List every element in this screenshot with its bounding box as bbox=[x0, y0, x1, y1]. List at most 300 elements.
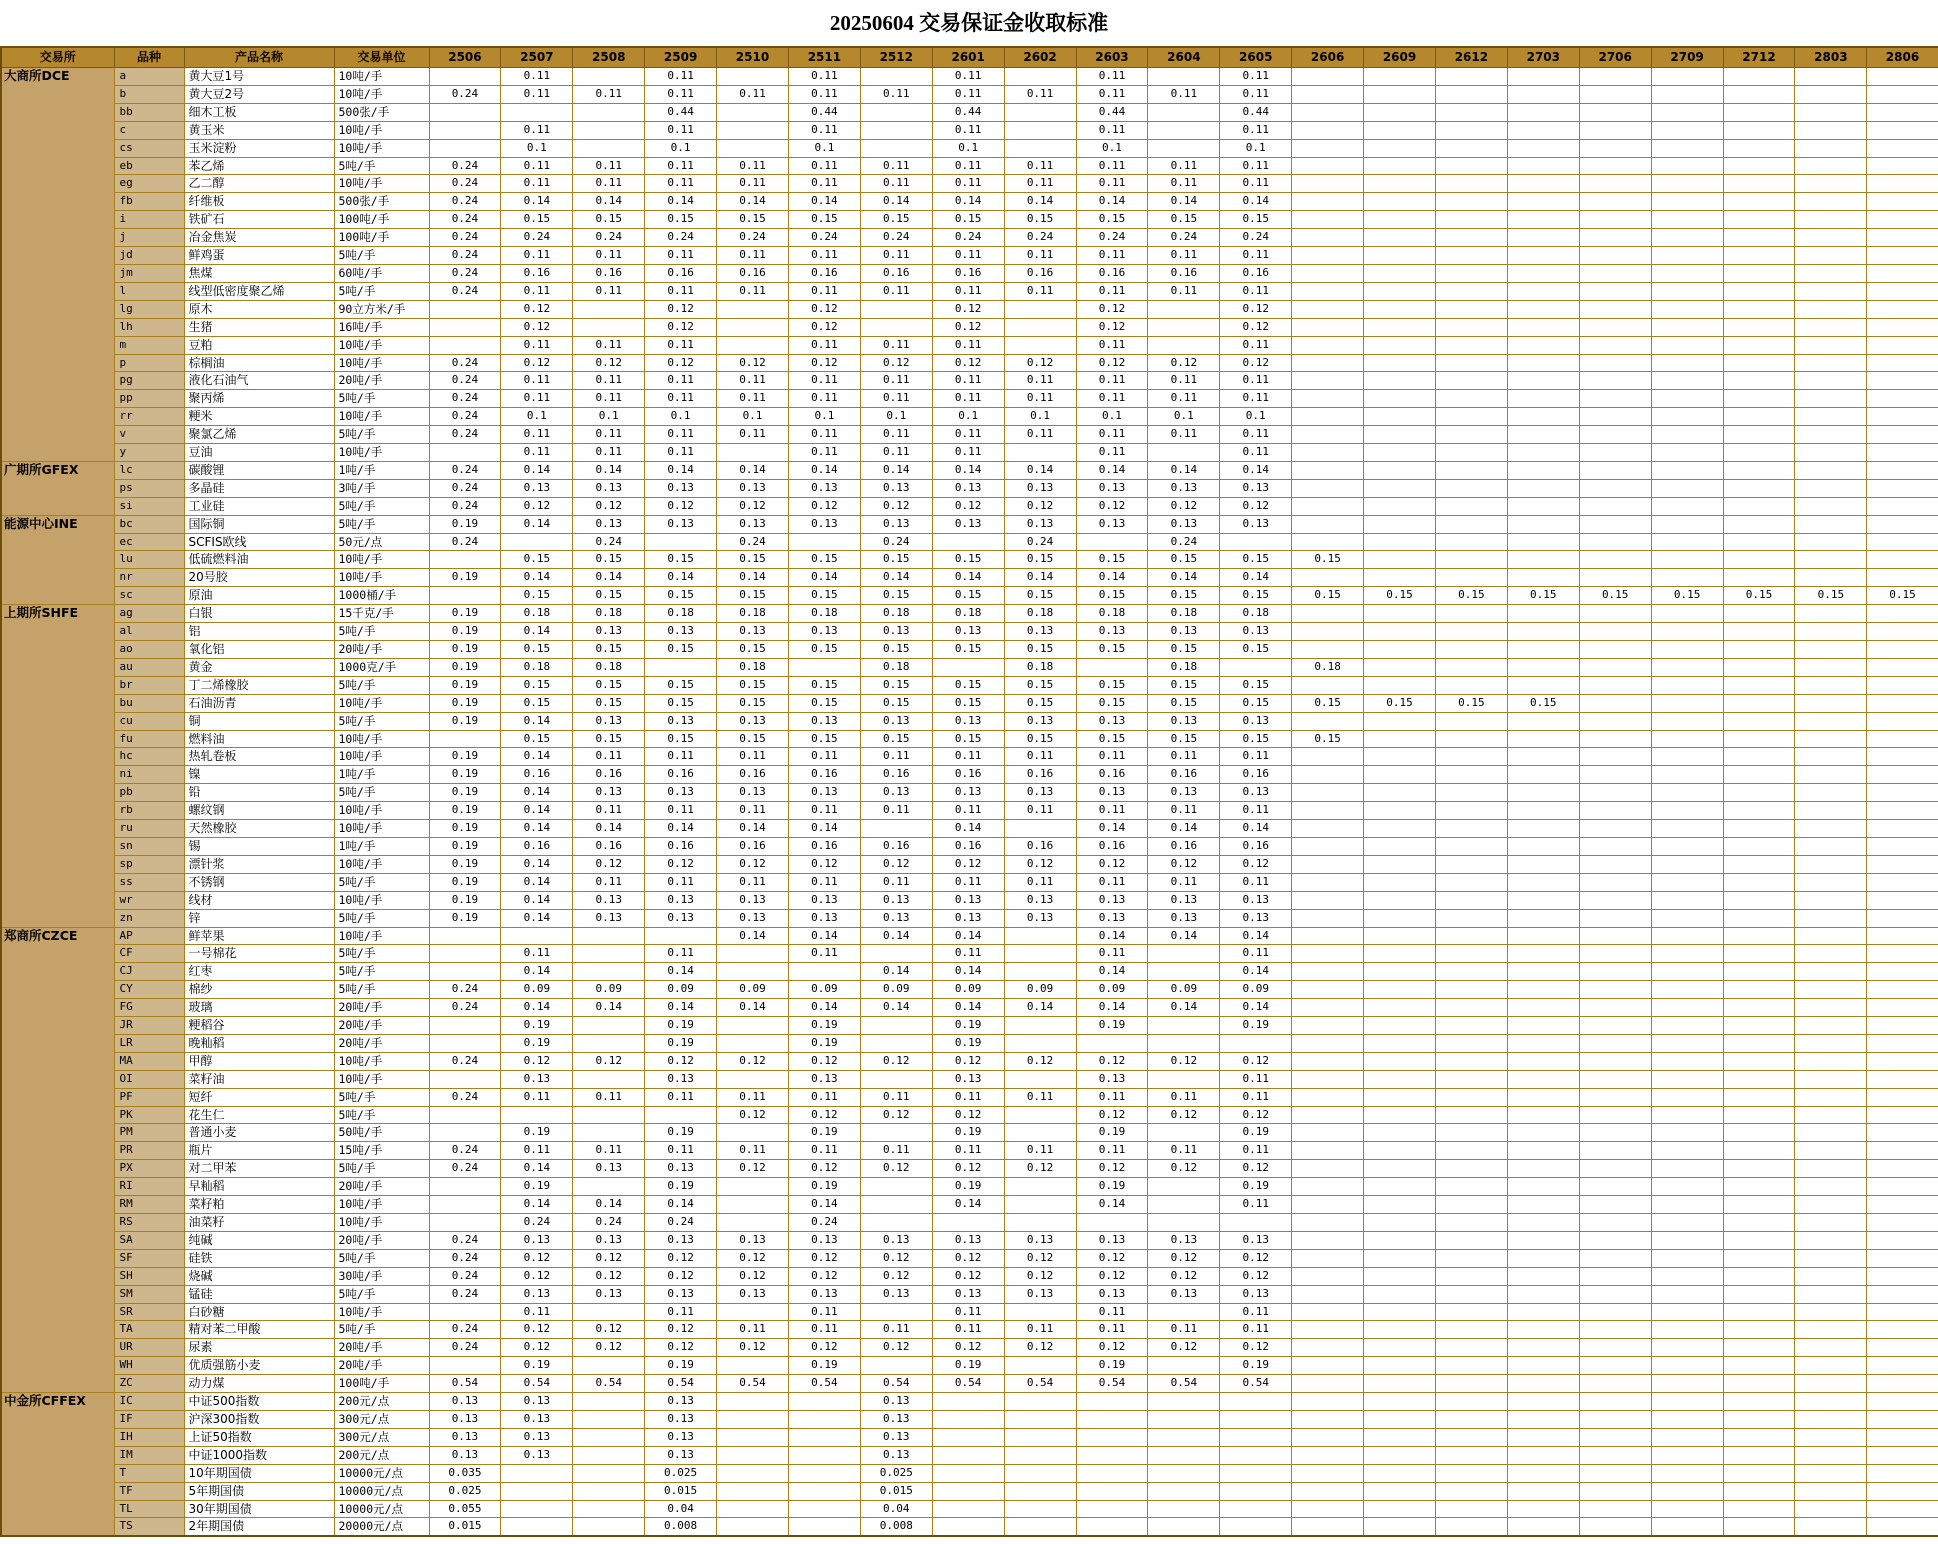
value-cell: 0.15 bbox=[1148, 641, 1220, 659]
value-cell bbox=[1435, 676, 1507, 694]
value-cell: 0.15 bbox=[1723, 587, 1795, 605]
table-row bbox=[1, 264, 1938, 282]
value-cell: 0.13 bbox=[717, 623, 789, 641]
value-cell: 0.24 bbox=[429, 1267, 501, 1285]
value-cell bbox=[1723, 1196, 1795, 1214]
value-cell bbox=[1867, 1017, 1938, 1035]
value-cell: 0.12 bbox=[1004, 1339, 1076, 1357]
value-cell: 0.13 bbox=[788, 784, 860, 802]
value-cell: 0.13 bbox=[1004, 909, 1076, 927]
value-cell: 0.13 bbox=[932, 1285, 1004, 1303]
value-cell bbox=[788, 658, 860, 676]
value-cell: 0.19 bbox=[501, 1017, 573, 1035]
value-cell: 0.11 bbox=[573, 85, 645, 103]
value-cell bbox=[1148, 963, 1220, 981]
code-cell: MA bbox=[114, 1052, 184, 1070]
value-cell bbox=[1292, 855, 1364, 873]
value-cell: 0.16 bbox=[1220, 766, 1292, 784]
value-cell bbox=[429, 1106, 501, 1124]
value-cell: 0.13 bbox=[501, 1410, 573, 1428]
value-cell bbox=[1076, 1518, 1148, 1536]
value-cell: 0.11 bbox=[573, 247, 645, 265]
unit-cell: 10吨/手 bbox=[334, 820, 429, 838]
value-cell: 0.11 bbox=[932, 336, 1004, 354]
value-cell bbox=[1364, 1410, 1436, 1428]
value-cell bbox=[1292, 1500, 1364, 1518]
value-cell bbox=[1651, 945, 1723, 963]
table-row bbox=[1, 909, 1938, 927]
unit-cell: 5吨/手 bbox=[334, 157, 429, 175]
unit-cell: 15吨/手 bbox=[334, 1142, 429, 1160]
value-cell bbox=[1579, 605, 1651, 623]
value-cell: 0.14 bbox=[932, 820, 1004, 838]
value-cell: 0.24 bbox=[429, 1339, 501, 1357]
value-cell bbox=[1364, 103, 1436, 121]
value-cell bbox=[1435, 354, 1507, 372]
value-cell bbox=[932, 1518, 1004, 1536]
value-cell bbox=[1723, 211, 1795, 229]
unit-cell: 10吨/手 bbox=[334, 1214, 429, 1232]
value-cell bbox=[1795, 408, 1867, 426]
table-row bbox=[1, 802, 1938, 820]
value-cell: 0.15 bbox=[501, 676, 573, 694]
value-cell: 0.14 bbox=[1004, 461, 1076, 479]
value-cell bbox=[1292, 1446, 1364, 1464]
value-cell bbox=[1867, 1214, 1938, 1232]
value-cell: 0.15 bbox=[1435, 694, 1507, 712]
value-cell: 0.18 bbox=[860, 658, 932, 676]
value-cell bbox=[1364, 676, 1436, 694]
value-cell bbox=[860, 1070, 932, 1088]
code-cell: IF bbox=[114, 1410, 184, 1428]
value-cell bbox=[1507, 408, 1579, 426]
value-cell bbox=[1364, 784, 1436, 802]
value-cell bbox=[1867, 1321, 1938, 1339]
value-cell bbox=[1723, 1339, 1795, 1357]
value-cell: 0.16 bbox=[573, 264, 645, 282]
value-cell: 0.11 bbox=[788, 175, 860, 193]
unit-cell: 1吨/手 bbox=[334, 461, 429, 479]
value-cell: 0.13 bbox=[717, 479, 789, 497]
value-cell bbox=[1867, 1070, 1938, 1088]
value-cell: 0.19 bbox=[429, 569, 501, 587]
value-cell: 0.11 bbox=[1004, 372, 1076, 390]
value-cell bbox=[1292, 909, 1364, 927]
unit-cell: 5吨/手 bbox=[334, 390, 429, 408]
value-cell: 0.09 bbox=[645, 981, 717, 999]
unit-cell: 5吨/手 bbox=[334, 909, 429, 927]
value-cell bbox=[1795, 1285, 1867, 1303]
value-cell bbox=[1435, 336, 1507, 354]
value-cell bbox=[1867, 1285, 1938, 1303]
value-cell bbox=[1723, 479, 1795, 497]
product-cell: 原木 bbox=[184, 300, 334, 318]
value-cell: 0.09 bbox=[1220, 981, 1292, 999]
value-cell bbox=[1651, 909, 1723, 927]
value-cell: 0.19 bbox=[645, 1017, 717, 1035]
value-cell bbox=[1867, 1375, 1938, 1393]
value-cell: 0.12 bbox=[1076, 1249, 1148, 1267]
value-cell bbox=[1292, 1106, 1364, 1124]
value-cell bbox=[1579, 1088, 1651, 1106]
month-header: 2706 bbox=[1579, 47, 1651, 68]
value-cell bbox=[1364, 1142, 1436, 1160]
value-cell bbox=[1651, 658, 1723, 676]
code-cell: JR bbox=[114, 1017, 184, 1035]
value-cell bbox=[1435, 193, 1507, 211]
value-cell bbox=[1867, 623, 1938, 641]
value-cell bbox=[1723, 1214, 1795, 1232]
value-cell bbox=[1507, 1052, 1579, 1070]
value-cell bbox=[717, 1017, 789, 1035]
product-cell: 粳稻谷 bbox=[184, 1017, 334, 1035]
value-cell bbox=[932, 1410, 1004, 1428]
value-cell bbox=[717, 300, 789, 318]
value-cell bbox=[1148, 1482, 1220, 1500]
value-cell: 0.008 bbox=[860, 1518, 932, 1536]
product-cell: 锡 bbox=[184, 837, 334, 855]
value-cell: 0.11 bbox=[645, 748, 717, 766]
value-cell bbox=[1795, 1160, 1867, 1178]
value-cell: 0.11 bbox=[645, 390, 717, 408]
value-cell bbox=[1507, 1142, 1579, 1160]
value-cell bbox=[1651, 855, 1723, 873]
unit-cell: 10吨/手 bbox=[334, 175, 429, 193]
value-cell bbox=[1723, 605, 1795, 623]
value-cell: 0.15 bbox=[501, 694, 573, 712]
value-cell: 0.13 bbox=[573, 623, 645, 641]
value-cell: 0.13 bbox=[860, 1428, 932, 1446]
value-cell: 0.15 bbox=[1220, 694, 1292, 712]
value-cell: 0.11 bbox=[860, 1088, 932, 1106]
value-cell bbox=[1292, 1052, 1364, 1070]
value-cell bbox=[1795, 479, 1867, 497]
value-cell bbox=[1651, 1070, 1723, 1088]
value-cell bbox=[1004, 1410, 1076, 1428]
code-cell: AP bbox=[114, 927, 184, 945]
value-cell bbox=[1579, 927, 1651, 945]
value-cell bbox=[1507, 336, 1579, 354]
product-cell: 中证500指数 bbox=[184, 1393, 334, 1411]
unit-cell: 10吨/手 bbox=[334, 927, 429, 945]
unit-cell: 10吨/手 bbox=[334, 569, 429, 587]
table-row bbox=[1, 1518, 1938, 1536]
value-cell bbox=[1867, 1160, 1938, 1178]
value-cell bbox=[1579, 569, 1651, 587]
value-cell: 0.1 bbox=[501, 408, 573, 426]
value-cell bbox=[1507, 426, 1579, 444]
value-cell bbox=[1004, 963, 1076, 981]
value-cell: 0.12 bbox=[1148, 1160, 1220, 1178]
value-cell: 0.24 bbox=[717, 533, 789, 551]
code-cell: sn bbox=[114, 837, 184, 855]
value-cell bbox=[1292, 354, 1364, 372]
exchange-cell: 能源中心INE bbox=[1, 515, 114, 605]
value-cell bbox=[1364, 1231, 1436, 1249]
value-cell: 0.11 bbox=[932, 175, 1004, 193]
value-cell: 0.14 bbox=[501, 569, 573, 587]
value-cell bbox=[1435, 372, 1507, 390]
value-cell: 0.13 bbox=[429, 1428, 501, 1446]
value-cell: 0.1 bbox=[788, 139, 860, 157]
value-cell: 0.24 bbox=[429, 981, 501, 999]
code-cell: SM bbox=[114, 1285, 184, 1303]
product-cell: 液化石油气 bbox=[184, 372, 334, 390]
value-cell: 0.15 bbox=[932, 730, 1004, 748]
value-cell: 0.13 bbox=[1076, 515, 1148, 533]
value-cell bbox=[1292, 247, 1364, 265]
product-cell: 花生仁 bbox=[184, 1106, 334, 1124]
value-cell: 0.11 bbox=[1004, 1142, 1076, 1160]
value-cell bbox=[1507, 927, 1579, 945]
product-cell: 2年期国债 bbox=[184, 1518, 334, 1536]
value-cell: 0.19 bbox=[429, 909, 501, 927]
value-cell bbox=[1364, 157, 1436, 175]
value-cell: 0.12 bbox=[1220, 354, 1292, 372]
value-cell bbox=[1507, 175, 1579, 193]
value-cell bbox=[860, 945, 932, 963]
value-cell bbox=[645, 533, 717, 551]
value-cell: 0.16 bbox=[932, 766, 1004, 784]
value-cell: 0.14 bbox=[501, 515, 573, 533]
value-cell: 0.11 bbox=[932, 1088, 1004, 1106]
value-cell bbox=[1795, 730, 1867, 748]
value-cell: 0.13 bbox=[788, 515, 860, 533]
value-cell: 0.11 bbox=[501, 121, 573, 139]
value-cell bbox=[573, 1410, 645, 1428]
value-cell: 0.16 bbox=[788, 766, 860, 784]
value-cell: 0.11 bbox=[1148, 85, 1220, 103]
value-cell bbox=[788, 1446, 860, 1464]
value-cell bbox=[1579, 390, 1651, 408]
table-row bbox=[1, 444, 1938, 462]
value-cell bbox=[1795, 85, 1867, 103]
value-cell bbox=[1651, 497, 1723, 515]
value-cell bbox=[1651, 1231, 1723, 1249]
value-cell: 0.14 bbox=[717, 461, 789, 479]
value-cell bbox=[1795, 569, 1867, 587]
value-cell bbox=[1651, 533, 1723, 551]
product-cell: 苯乙烯 bbox=[184, 157, 334, 175]
value-cell bbox=[429, 945, 501, 963]
value-cell bbox=[1435, 497, 1507, 515]
value-cell: 0.15 bbox=[932, 551, 1004, 569]
value-cell: 0.24 bbox=[429, 372, 501, 390]
value-cell bbox=[1507, 354, 1579, 372]
value-cell bbox=[1723, 909, 1795, 927]
value-cell bbox=[1867, 1106, 1938, 1124]
value-cell bbox=[1723, 1375, 1795, 1393]
value-cell: 0.14 bbox=[860, 963, 932, 981]
value-cell: 0.16 bbox=[1148, 837, 1220, 855]
value-cell: 0.1 bbox=[645, 139, 717, 157]
table-row bbox=[1, 1393, 1938, 1411]
value-cell: 0.16 bbox=[501, 837, 573, 855]
value-cell: 0.1 bbox=[788, 408, 860, 426]
table-row bbox=[1, 354, 1938, 372]
value-cell: 0.24 bbox=[429, 497, 501, 515]
value-cell bbox=[717, 1410, 789, 1428]
value-cell: 0.09 bbox=[1076, 981, 1148, 999]
value-cell: 0.11 bbox=[717, 85, 789, 103]
value-cell: 0.13 bbox=[1148, 891, 1220, 909]
product-cell: 棉纱 bbox=[184, 981, 334, 999]
value-cell bbox=[1435, 641, 1507, 659]
value-cell bbox=[1292, 1518, 1364, 1536]
value-cell: 0.14 bbox=[645, 461, 717, 479]
value-cell: 0.1 bbox=[1004, 408, 1076, 426]
value-cell bbox=[1795, 766, 1867, 784]
value-cell: 0.16 bbox=[501, 766, 573, 784]
value-cell: 0.13 bbox=[501, 1393, 573, 1411]
value-cell: 0.12 bbox=[860, 1249, 932, 1267]
value-cell: 0.24 bbox=[429, 533, 501, 551]
value-cell bbox=[1795, 855, 1867, 873]
value-cell bbox=[1435, 1070, 1507, 1088]
value-cell: 0.14 bbox=[932, 963, 1004, 981]
code-cell: TS bbox=[114, 1518, 184, 1536]
month-header: 2803 bbox=[1795, 47, 1867, 68]
value-cell bbox=[1364, 1285, 1436, 1303]
product-cell: 氧化铝 bbox=[184, 641, 334, 659]
value-cell bbox=[1435, 1214, 1507, 1232]
value-cell: 0.15 bbox=[573, 676, 645, 694]
unit-cell: 20吨/手 bbox=[334, 1178, 429, 1196]
value-cell: 0.11 bbox=[573, 426, 645, 444]
value-cell: 0.11 bbox=[932, 282, 1004, 300]
value-cell: 0.11 bbox=[1004, 802, 1076, 820]
value-cell bbox=[1364, 1088, 1436, 1106]
value-cell: 0.13 bbox=[1004, 1285, 1076, 1303]
code-cell: PX bbox=[114, 1160, 184, 1178]
value-cell bbox=[1364, 945, 1436, 963]
value-cell bbox=[1867, 1196, 1938, 1214]
value-cell bbox=[1292, 157, 1364, 175]
value-cell bbox=[1579, 1428, 1651, 1446]
value-cell: 0.11 bbox=[788, 802, 860, 820]
unit-cell: 10000元/点 bbox=[334, 1482, 429, 1500]
value-cell bbox=[1364, 605, 1436, 623]
value-cell: 0.13 bbox=[1004, 623, 1076, 641]
value-cell bbox=[429, 963, 501, 981]
unit-cell: 20000元/点 bbox=[334, 1518, 429, 1536]
value-cell bbox=[1795, 927, 1867, 945]
value-cell bbox=[1579, 1500, 1651, 1518]
value-cell: 0.13 bbox=[573, 1231, 645, 1249]
value-cell bbox=[501, 1518, 573, 1536]
value-cell bbox=[1795, 1124, 1867, 1142]
value-cell bbox=[1723, 891, 1795, 909]
value-cell bbox=[1579, 408, 1651, 426]
table-row bbox=[1, 1267, 1938, 1285]
table-row bbox=[1, 300, 1938, 318]
value-cell: 0.11 bbox=[1220, 85, 1292, 103]
value-cell bbox=[573, 68, 645, 86]
value-cell bbox=[1292, 1196, 1364, 1214]
value-cell bbox=[1364, 193, 1436, 211]
value-cell bbox=[932, 1393, 1004, 1411]
value-cell bbox=[1723, 247, 1795, 265]
value-cell bbox=[1651, 963, 1723, 981]
value-cell: 0.19 bbox=[932, 1034, 1004, 1052]
value-cell bbox=[1579, 766, 1651, 784]
value-cell bbox=[1867, 229, 1938, 247]
value-cell bbox=[429, 103, 501, 121]
value-cell: 0.15 bbox=[573, 694, 645, 712]
value-cell: 0.15 bbox=[1004, 551, 1076, 569]
value-cell: 0.09 bbox=[717, 981, 789, 999]
value-cell: 0.19 bbox=[429, 766, 501, 784]
value-cell bbox=[1364, 497, 1436, 515]
value-cell: 0.15 bbox=[1004, 694, 1076, 712]
value-cell: 0.13 bbox=[932, 1231, 1004, 1249]
code-cell: lh bbox=[114, 318, 184, 336]
value-cell bbox=[1867, 1428, 1938, 1446]
unit-cell: 1000桶/手 bbox=[334, 587, 429, 605]
value-cell: 0.13 bbox=[645, 784, 717, 802]
value-cell: 0.12 bbox=[1148, 497, 1220, 515]
value-cell bbox=[1795, 981, 1867, 999]
value-cell bbox=[717, 1034, 789, 1052]
value-cell bbox=[1435, 1017, 1507, 1035]
value-cell bbox=[1651, 1160, 1723, 1178]
product-cell: 中证1000指数 bbox=[184, 1446, 334, 1464]
product-cell: 焦煤 bbox=[184, 264, 334, 282]
value-cell: 0.15 bbox=[717, 730, 789, 748]
value-cell: 0.12 bbox=[1220, 1106, 1292, 1124]
value-cell: 0.16 bbox=[501, 264, 573, 282]
value-cell bbox=[717, 139, 789, 157]
value-cell: 0.24 bbox=[573, 533, 645, 551]
unit-cell: 10吨/手 bbox=[334, 891, 429, 909]
value-cell: 0.24 bbox=[429, 1285, 501, 1303]
table-row bbox=[1, 1196, 1938, 1214]
value-cell bbox=[1076, 1410, 1148, 1428]
value-cell bbox=[429, 1357, 501, 1375]
value-cell: 0.025 bbox=[860, 1464, 932, 1482]
value-cell: 0.15 bbox=[573, 641, 645, 659]
value-cell bbox=[1723, 945, 1795, 963]
value-cell bbox=[1435, 1196, 1507, 1214]
value-cell: 0.15 bbox=[932, 211, 1004, 229]
product-cell: 线材 bbox=[184, 891, 334, 909]
value-cell: 0.12 bbox=[1076, 1160, 1148, 1178]
value-cell bbox=[1435, 1500, 1507, 1518]
unit-cell: 90立方米/手 bbox=[334, 300, 429, 318]
value-cell bbox=[1507, 1106, 1579, 1124]
value-cell bbox=[501, 927, 573, 945]
value-cell: 0.13 bbox=[573, 784, 645, 802]
value-cell bbox=[1507, 1088, 1579, 1106]
table-row bbox=[1, 1017, 1938, 1035]
value-cell bbox=[1867, 766, 1938, 784]
code-cell: v bbox=[114, 426, 184, 444]
value-cell: 0.18 bbox=[1076, 605, 1148, 623]
value-cell bbox=[1292, 1214, 1364, 1232]
value-cell: 0.15 bbox=[573, 587, 645, 605]
value-cell bbox=[1507, 211, 1579, 229]
value-cell bbox=[1364, 1034, 1436, 1052]
value-cell: 0.12 bbox=[645, 1052, 717, 1070]
value-cell bbox=[1723, 1160, 1795, 1178]
value-cell bbox=[1867, 479, 1938, 497]
value-cell bbox=[1723, 1303, 1795, 1321]
value-cell: 0.11 bbox=[1220, 802, 1292, 820]
value-cell bbox=[1795, 247, 1867, 265]
product-cell: 螺纹钢 bbox=[184, 802, 334, 820]
value-cell: 0.12 bbox=[1076, 1106, 1148, 1124]
value-cell: 0.13 bbox=[1076, 1231, 1148, 1249]
